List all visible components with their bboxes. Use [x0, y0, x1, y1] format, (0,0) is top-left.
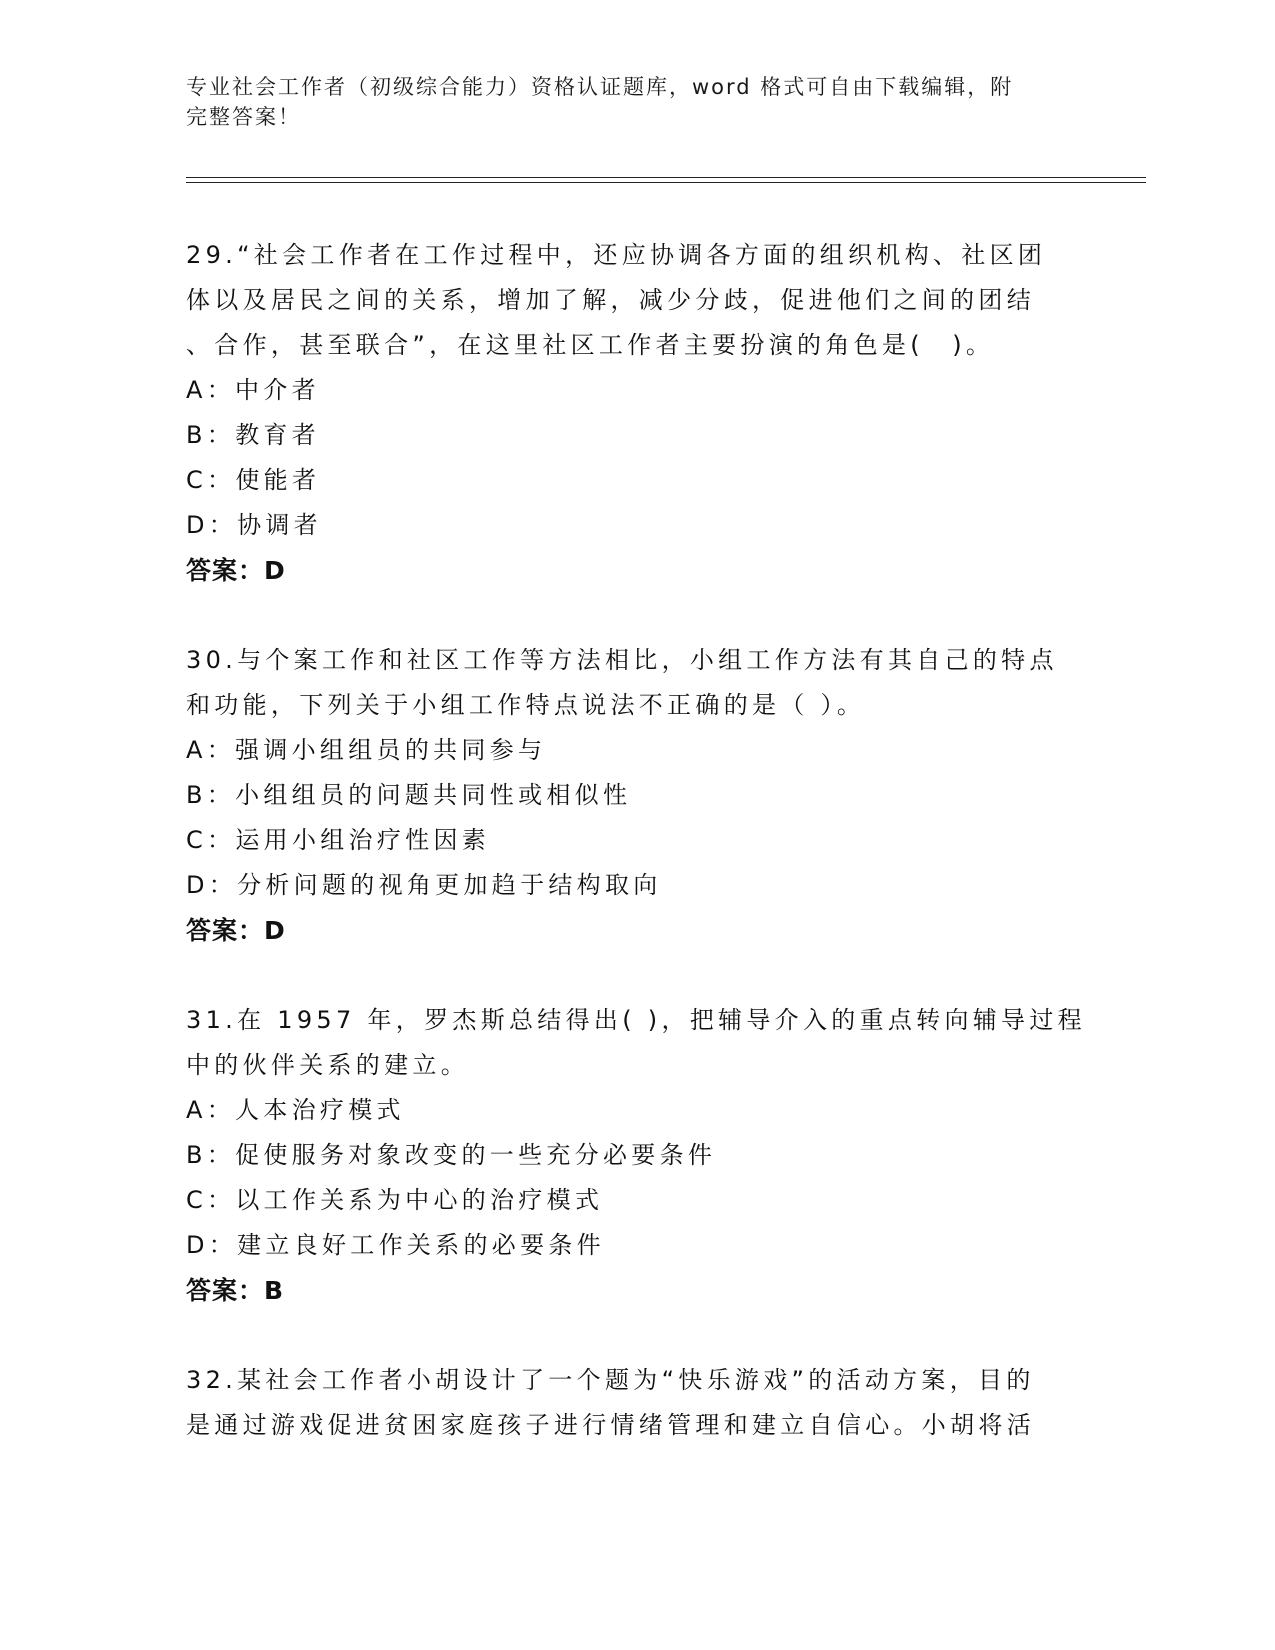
option-a: A：人本治疗模式	[186, 1096, 405, 1124]
option-c: C：以工作关系为中心的治疗模式	[186, 1186, 604, 1214]
option-c: C：使能者	[186, 466, 321, 494]
answer-label: 答案：D	[186, 556, 286, 585]
option-d: D：分析问题的视角更加趋于结构取向	[186, 871, 662, 899]
header-divider-top	[186, 177, 1146, 178]
option-a: A：强调小组组员的共同参与	[186, 736, 547, 764]
question-text-line: 和功能，下列关于小组工作特点说法不正确的是（ ）。	[186, 691, 866, 719]
question-text-line: 30.与个案工作和社区工作等方法相比，小组工作方法有其自己的特点	[186, 646, 1058, 674]
question-text-line: 是通过游戏促进贫困家庭孩子进行情绪管理和建立自信心。小胡将活	[186, 1411, 1035, 1439]
question-text-line: 中的伙伴关系的建立。	[186, 1051, 469, 1079]
question-32	[186, 1358, 1086, 1448]
answer-label: 答案：D	[186, 916, 286, 945]
option-c: C：运用小组治疗性因素	[186, 826, 491, 854]
question-list	[186, 233, 1086, 1493]
answer-label: 答案：B	[186, 1276, 285, 1305]
question-text-line: 29.“社会工作者在工作过程中，还应协调各方面的组织机构、社区团	[186, 241, 1047, 269]
question-30	[186, 638, 1086, 953]
option-d: D：协调者	[186, 511, 322, 539]
option-b: B：小组组员的问题共同性或相似性	[186, 781, 632, 809]
header-line-1: 专业社会工作者（初级综合能力）资格认证题库，word 格式可自由下载编辑，附	[186, 75, 1014, 99]
question-text-line: 、合作，甚至联合”，在这里社区工作者主要扮演的角色是( )。	[186, 331, 995, 359]
option-b: B：教育者	[186, 421, 320, 449]
question-31	[186, 998, 1086, 1313]
question-text-line: 体以及居民之间的关系，增加了解，减少分歧，促进他们之间的团结	[186, 286, 1035, 314]
option-d: D：建立良好工作关系的必要条件	[186, 1231, 605, 1259]
question-text-line: 31.在 1957 年，罗杰斯总结得出( )，把辅导介入的重点转向辅导过程	[186, 1006, 1086, 1034]
question-29	[186, 233, 1086, 593]
question-text-line: 32.某社会工作者小胡设计了一个题为“快乐游戏”的活动方案，目的	[186, 1366, 1035, 1394]
option-b: B：促使服务对象改变的一些充分必要条件	[186, 1141, 717, 1169]
page-header	[186, 72, 1066, 132]
option-a: A：中介者	[186, 376, 320, 404]
header-line-2: 完整答案！	[186, 105, 301, 129]
header-divider-bottom	[186, 182, 1146, 183]
